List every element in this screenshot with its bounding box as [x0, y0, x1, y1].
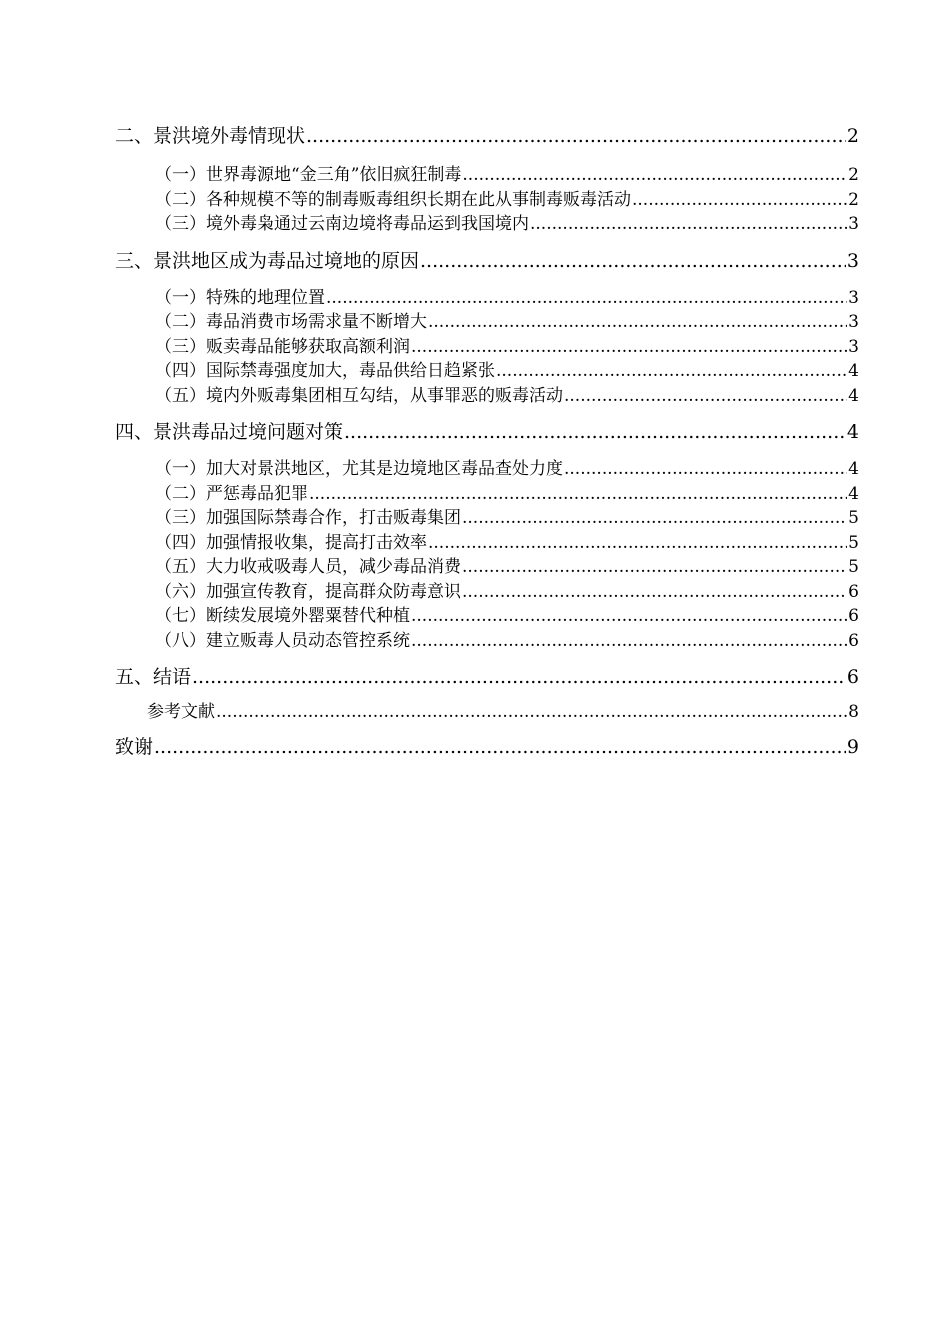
toc-entry-page: 3 [848, 312, 859, 332]
toc-subsection-group-3 [115, 286, 859, 409]
toc-entry-title: （二）毒品消费市场需求量不断增大 [155, 312, 427, 332]
toc-entry-title: （三）贩卖毒品能够获取高额利润 [155, 336, 410, 357]
dot-leader [632, 188, 847, 213]
toc-entry-page: 3 [848, 214, 859, 234]
dot-leader [309, 482, 847, 507]
toc-entry-page: 2 [848, 165, 859, 185]
toc-entry-page: 3 [846, 249, 859, 272]
toc-entry-page: 9 [846, 735, 859, 758]
toc-entry-title: （八）建立贩毒人员动态管控系统 [155, 630, 410, 651]
toc-entry-page: 5 [848, 508, 859, 528]
toc-entry-title: 三、景洪地区成为毒品过境地的原因 [115, 249, 420, 272]
dot-leader [428, 531, 847, 556]
toc-entry-page: 6 [848, 630, 859, 651]
toc-entry-page: 4 [848, 361, 859, 381]
toc-entry-subsection[interactable] [115, 506, 859, 531]
toc-entry-section-3[interactable] [115, 249, 859, 274]
toc-entry-title: （五）大力收戒吸毒人员，减少毒品消费 [155, 557, 461, 577]
toc-entry-page: 4 [846, 421, 859, 443]
toc-entry-subsection[interactable] [115, 482, 859, 507]
toc-entry-subsection[interactable] [115, 212, 859, 237]
toc-entry-subsection[interactable] [115, 188, 859, 213]
toc-entry-title: （六）加强宣传教育，提高群众防毒意识 [155, 581, 461, 602]
toc-entry-section-2[interactable] [115, 124, 859, 149]
toc-entry-section-5[interactable] [115, 665, 859, 690]
toc-entry-subsection[interactable] [115, 580, 859, 605]
toc-entry-subsection[interactable] [115, 555, 859, 580]
dot-leader [344, 420, 846, 445]
toc-entry-subsection[interactable] [115, 629, 859, 654]
toc-subsection-group-2 [115, 163, 859, 237]
toc-entry-page: 3 [848, 336, 859, 357]
toc-entry-page: 4 [848, 385, 859, 406]
toc-entry-page: 3 [848, 287, 859, 308]
toc-entry-page: 8 [848, 702, 859, 722]
toc-entry-title: 致谢 [115, 735, 154, 758]
dot-leader [564, 384, 847, 409]
toc-entry-page: 5 [848, 532, 859, 553]
dot-leader [462, 506, 847, 531]
dot-leader [326, 286, 847, 311]
dot-leader [216, 700, 847, 725]
dot-leader [306, 124, 846, 149]
dot-leader [411, 604, 847, 629]
toc-entry-title: （二）严惩毒品犯罪 [155, 483, 308, 504]
dot-leader [462, 163, 847, 188]
toc-entry-page: 4 [848, 483, 859, 504]
toc-subsection-group-4 [115, 457, 859, 653]
toc-entry-page: 5 [848, 557, 859, 577]
dot-leader [420, 249, 846, 274]
toc-entry-subsection[interactable] [115, 531, 859, 556]
dot-leader [411, 629, 847, 654]
toc-entry-subsection[interactable] [115, 384, 859, 409]
toc-entry-title: （一）世界毒源地“金三角”依旧疯狂制毒 [155, 165, 462, 185]
toc-entry-title: （五）境内外贩毒集团相互勾结，从事罪恶的贩毒活动 [155, 385, 563, 406]
toc-entry-page: 2 [846, 125, 859, 147]
dot-leader [462, 555, 847, 580]
dot-leader [428, 310, 847, 335]
toc-entry-subsection[interactable] [115, 359, 859, 384]
toc-entry-subsection[interactable] [115, 335, 859, 360]
dot-leader [192, 665, 846, 690]
toc-entry-title: （三）境外毒枭通过云南边境将毒品运到我国境内 [155, 214, 529, 234]
toc-entry-title: （二）各种规模不等的制毒贩毒组织长期在此从事制毒贩毒活动 [155, 189, 631, 210]
toc-entry-title: 二、景洪境外毒情现状 [115, 125, 306, 147]
table-of-contents [115, 124, 859, 760]
toc-entry-subsection[interactable] [115, 163, 859, 188]
toc-entry-page: 4 [848, 459, 859, 479]
toc-entry-title: （一）加大对景洪地区，尤其是边境地区毒品查处力度 [155, 459, 563, 479]
toc-entry-section-4[interactable] [115, 420, 859, 445]
toc-entry-title: 四、景洪毒品过境问题对策 [115, 421, 344, 443]
dot-leader [462, 580, 847, 605]
toc-entry-title: （三）加强国际禁毒合作，打击贩毒集团 [155, 508, 461, 528]
dot-leader [154, 735, 846, 760]
dot-leader [530, 212, 847, 237]
toc-entry-title: 参考文献 [147, 702, 215, 722]
toc-entry-references[interactable] [115, 700, 859, 725]
toc-entry-title: （七）断续发展境外罂粟替代种植 [155, 606, 410, 626]
dot-leader [564, 457, 847, 482]
toc-entry-page: 2 [848, 189, 859, 210]
toc-entry-subsection[interactable] [115, 286, 859, 311]
toc-entry-title: （四）国际禁毒强度加大，毒品供给日趋紧张 [155, 361, 495, 381]
toc-entry-subsection[interactable] [115, 604, 859, 629]
toc-entry-title: 五、结语 [115, 666, 192, 688]
toc-entry-title: （四）加强情报收集，提高打击效率 [155, 532, 427, 553]
toc-entry-subsection[interactable] [115, 457, 859, 482]
toc-entry-subsection[interactable] [115, 310, 859, 335]
toc-entry-acknowledgements[interactable] [115, 735, 859, 760]
toc-entry-page: 6 [848, 581, 859, 602]
dot-leader [496, 359, 847, 384]
toc-entry-title: （一）特殊的地理位置 [155, 287, 325, 308]
toc-entry-page: 6 [846, 666, 859, 688]
toc-entry-page: 6 [848, 606, 859, 626]
dot-leader [411, 335, 847, 360]
